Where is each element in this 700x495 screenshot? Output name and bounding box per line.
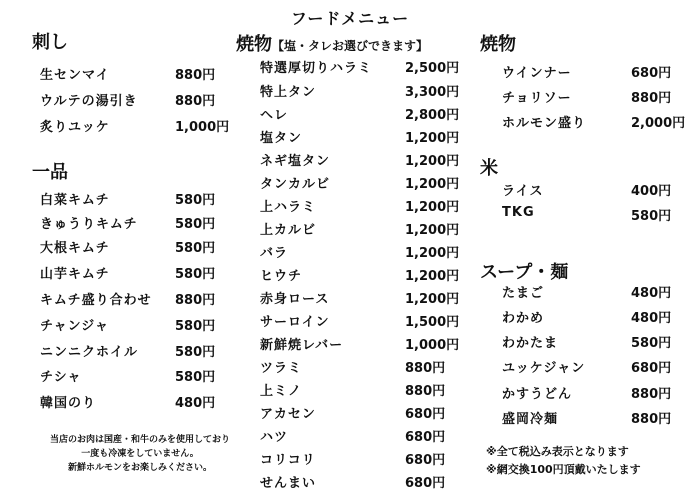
item-name: キムチ盛り合わせ [40,293,152,308]
footnote-tax: ※全て税込み表示となります [486,445,629,458]
section-title-rice: 米 [480,158,498,179]
item-name: ユッケジャン [502,361,586,376]
item-price: 880円 [175,94,216,109]
item-name: 特上タン [260,85,317,100]
item-name: 大根キムチ [40,241,110,256]
item-price: 2,800円 [405,108,460,123]
item-name: ツラミ [260,361,303,376]
item-name: 白菜キムチ [40,193,110,208]
item-name: タンカルビ [260,177,331,192]
item-price: 680円 [405,430,446,445]
item-price: 580円 [631,209,672,224]
item-price: 880円 [631,387,672,402]
item-name: ウルテの湯引き [40,94,138,109]
item-price: 680円 [405,453,446,468]
item-price: 680円 [405,407,446,422]
item-price: 580円 [175,370,216,385]
item-name: 韓国のり [40,396,97,411]
footnote-grill-change: ※網交換100円頂戴いたします [486,463,641,476]
item-name: 塩タン [260,131,303,146]
item-price: 2,000円 [631,116,686,131]
item-name: アカセン [260,407,316,422]
section-title-ippin: 一品 [32,162,68,183]
section-title-yakimono-2: 焼物 [480,34,516,55]
item-name: コリコリ [260,453,316,468]
item-name: 上ハラミ [260,200,317,215]
item-price: 880円 [405,361,446,376]
item-price: 580円 [175,241,216,256]
item-name: わかたま [502,336,559,351]
item-price: 1,200円 [405,292,460,307]
item-price: 580円 [631,336,672,351]
item-name: かすうどん [502,387,573,402]
item-name: バラ [260,246,289,261]
item-price: 1,200円 [405,131,460,146]
item-name: サーロイン [260,315,330,330]
item-price: 400円 [631,184,672,199]
item-price: 680円 [631,361,672,376]
item-name: 上ミノ [260,384,303,399]
item-price: 580円 [175,267,216,282]
page-title: フードメニュー [290,9,410,28]
item-name: ネギ塩タン [260,154,331,169]
item-price: 1,200円 [405,200,460,215]
section-title-yakimono [236,30,428,56]
item-name: チシャ [40,370,82,385]
item-name: 上カルビ [260,223,317,238]
item-price: 580円 [175,193,216,208]
item-price: 680円 [405,476,446,491]
item-price: 680円 [631,66,672,81]
item-price: 880円 [175,293,216,308]
item-price: 3,300円 [405,85,460,100]
item-price: 1,200円 [405,269,460,284]
item-name: 生センマイ [40,68,110,83]
item-name: チョリソー [502,91,572,106]
section-title-soup: スープ・麺 [480,262,569,283]
item-name: ヘレ [260,108,289,123]
item-name: きゅうりキムチ [40,217,138,232]
item-price: 880円 [631,91,672,106]
item-price: 480円 [175,396,216,411]
item-name: 炙りユッケ [40,120,110,135]
item-name: わかめ [502,311,545,326]
item-price: 1,000円 [175,120,230,135]
item-name: 赤身ロース [260,292,330,307]
note-line: 新鮮ホルモンをお楽しみください。 [67,463,212,473]
item-name: ヒウチ [260,269,303,284]
item-price: 1,000円 [405,338,460,353]
item-name: チャンジャ [40,319,110,334]
section-subtitle: 【塩・タレお選びできます】 [272,39,429,53]
item-price: 1,200円 [405,177,460,192]
item-name: TKG [502,205,535,220]
item-price: 580円 [175,319,216,334]
item-price: 1,200円 [405,223,460,238]
item-name: ハツ [260,430,289,445]
item-name: 新鮮焼レバー [260,338,344,353]
item-price: 1,200円 [405,246,460,261]
item-name: ライス [502,184,544,199]
item-name: ホルモン盛り [502,116,587,131]
item-name: 盛岡冷麺 [502,412,559,427]
section-title-sashimi: 刺し [32,32,68,53]
item-name: たまご [502,286,545,301]
item-name: せんまい [260,476,317,491]
item-name: ウインナー [502,66,572,81]
item-price: 580円 [175,217,216,232]
item-price: 480円 [631,286,672,301]
note-line: 一度も冷凍をしていません。 [81,449,199,459]
item-price: 580円 [175,345,216,360]
item-name: 特選厚切りハラミ [260,61,373,76]
item-price: 880円 [631,412,672,427]
item-price: 480円 [631,311,672,326]
item-price: 1,200円 [405,154,460,169]
item-price: 2,500円 [405,61,460,76]
section-title-text: 焼物 [236,34,272,55]
item-price: 1,500円 [405,315,460,330]
item-name: ニンニクホイル [40,345,139,360]
item-price: 880円 [405,384,446,399]
item-price: 880円 [175,68,216,83]
note-line: 当店のお肉は国産・和牛のみを使用しており [49,435,230,445]
item-name: 山芋キムチ [40,267,110,282]
